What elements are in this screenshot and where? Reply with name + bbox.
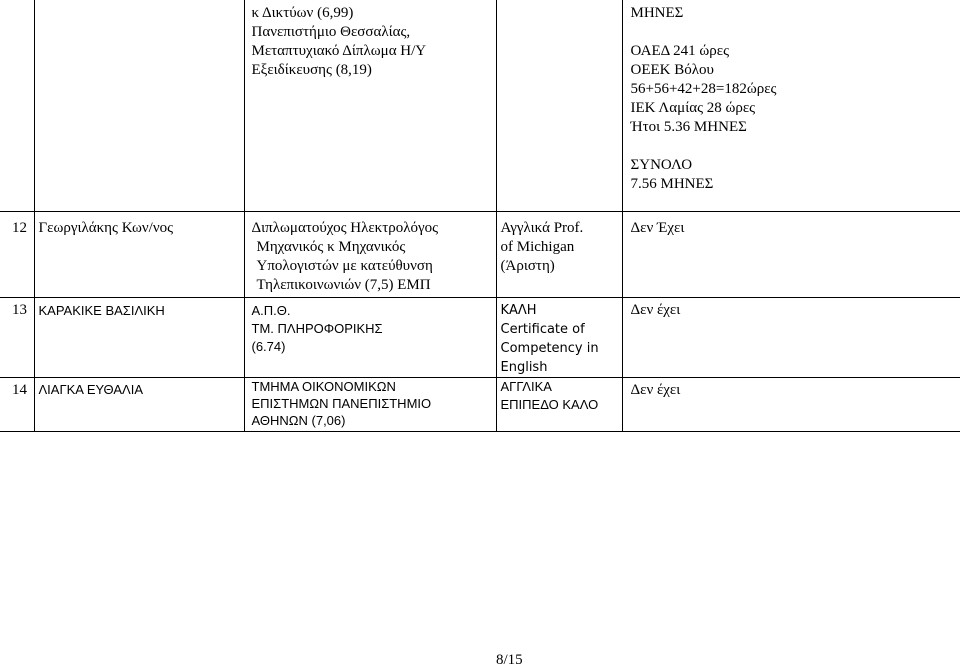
- row-number: 14: [12, 381, 27, 398]
- experience-note: Δεν Έχει: [630, 219, 685, 236]
- language-cell: [496, 377, 622, 431]
- language-cell: [496, 211, 622, 297]
- language-line: Αγγλικά Prof.: [500, 219, 584, 236]
- name-cell: [34, 377, 244, 431]
- degree-line: ΑΘΗΝΩΝ (7,06): [251, 412, 346, 428]
- degree-line: ΕΠΙΣΤΗΜΩΝ ΠΑΝΕΠΙΣΤΗΜΙΟ: [251, 395, 432, 411]
- experience-line: 56+56+42+28=182ώρες: [630, 81, 777, 97]
- degree-cell: [244, 377, 496, 431]
- number-cell: [0, 297, 34, 377]
- degree-cell: [244, 211, 496, 297]
- table-row: [0, 377, 960, 431]
- number-cell: [0, 377, 34, 431]
- degree-line: Μηχανικός κ Μηχανικός: [256, 238, 406, 255]
- row-number: 12: [12, 219, 27, 236]
- degree-line: Υπολογιστών με κατεύθυνση: [256, 257, 433, 274]
- experience-blank-line: [631, 137, 960, 156]
- number-cell: [0, 0, 34, 211]
- language-cell: [496, 0, 622, 211]
- name-cell: [34, 211, 244, 297]
- degree-cell: [244, 0, 496, 211]
- name-cell: [34, 0, 244, 211]
- language-line: English: [500, 359, 548, 375]
- number-cell: [0, 211, 34, 297]
- degree-line: Τηλεπικοινωνιών (7,5) ΕΜΠ: [256, 276, 431, 293]
- experience-cell: [622, 0, 960, 211]
- experience-cell: [622, 211, 960, 297]
- language-line: (Άριστη): [500, 257, 555, 274]
- degree-line: Διπλωματούχος Ηλεκτρολόγος: [251, 219, 439, 236]
- experience-line: ΟΑΕΔ 241 ώρες: [630, 43, 730, 59]
- degree-cell: [244, 297, 496, 377]
- candidate-name: Γεωργιλάκης Κων/νος: [38, 219, 174, 236]
- degree-line: ΤΜΗΜΑ ΟΙΚΟΝΟΜΙΚΩΝ: [251, 378, 396, 394]
- experience-line: Ήτοι 5.36 ΜΗΝΕΣ: [630, 119, 747, 135]
- experience-line: ΟΕΕΚ Βόλου: [630, 62, 714, 78]
- table-row: [0, 211, 960, 297]
- degree-line: κ Δικτύων (6,99): [251, 5, 354, 21]
- language-line: ΕΠΙΠΕΔΟ ΚΑΛΟ: [500, 396, 599, 412]
- experience-cell: [622, 297, 960, 377]
- language-line: of Michigan: [500, 238, 575, 255]
- degree-line: ΤΜ. ΠΛΗΡΟΦΟΡΙΚΗΣ: [251, 320, 383, 336]
- language-line: ΑΓΓΛΙΚΑ: [500, 378, 552, 394]
- degree-line: Α.Π.Θ.: [251, 302, 291, 318]
- experience-line: ΜΗΝΕΣ: [630, 5, 684, 21]
- degree-line: (6.74): [251, 338, 286, 354]
- page-number: 8/15: [496, 652, 523, 668]
- degree-line: Εξειδίκευσης (8,19): [251, 62, 372, 78]
- experience-line: ΙΕΚ Λαμίας 28 ώρες: [630, 100, 756, 116]
- language-line: Competency in: [500, 340, 599, 356]
- candidate-name: ΚΑΡΑΚΙΚΕ ΒΑΣΙΛΙΚΗ: [38, 302, 165, 318]
- experience-note: Δεν έχει: [630, 381, 681, 398]
- experience-note: Δεν έχει: [630, 301, 681, 318]
- degree-line: Μεταπτυχιακό Δίπλωμα Η/Υ: [251, 43, 427, 59]
- language-line: ΚΑΛΗ: [500, 302, 537, 318]
- language-line: Certificate of: [500, 321, 585, 337]
- experience-line: 7.56 ΜΗΝΕΣ: [630, 176, 714, 192]
- degree-line: Πανεπιστήμιο Θεσσαλίας,: [251, 24, 411, 40]
- candidate-name: ΛΙΑΓΚΑ ΕΥΘΑΛΙΑ: [38, 381, 143, 397]
- experience-blank-line: [631, 23, 960, 42]
- language-cell: [496, 297, 622, 377]
- experience-cell: [622, 377, 960, 431]
- name-cell: [34, 297, 244, 377]
- table-row-continued: [0, 0, 960, 211]
- row-number: 13: [12, 301, 27, 318]
- experience-line: ΣΥΝΟΛΟ: [630, 157, 693, 173]
- table-row: [0, 297, 960, 377]
